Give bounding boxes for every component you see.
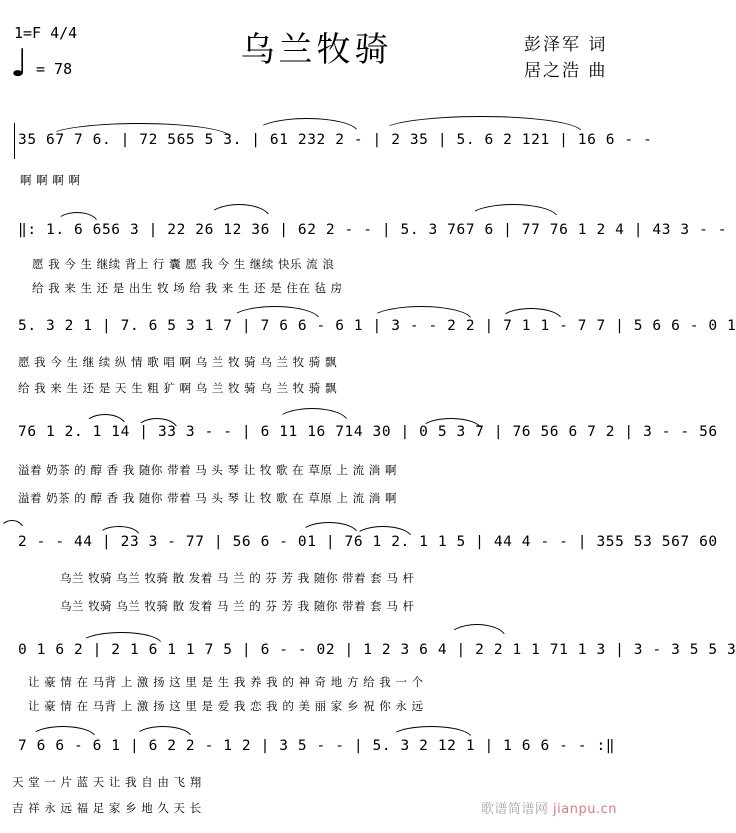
watermark bbox=[481, 798, 617, 817]
tempo-marking: = 78 bbox=[36, 60, 73, 78]
composer-credit: 居之浩 曲 bbox=[524, 61, 608, 81]
lyrics-line-4-verse-1: 溢着 奶茶 的 醇 香 我 随你 带着 马 头 琴 让 牧 歌 在 草原 上 流 淌 啊 bbox=[18, 463, 397, 477]
slur bbox=[0, 520, 24, 530]
lyrics-line-3-verse-2: 给 我 来 生 还 是 天 生 粗 犷 啊 乌 兰 牧 骑 乌 兰 牧 骑 飘 bbox=[18, 381, 337, 395]
notation-line-4: 76 1 2. 1 14 | 33 3 - - | 6 11 16 714 30 | 0 5 3 7 | 76 56 6 7 2 | 3 - - 56 bbox=[18, 424, 718, 440]
slur bbox=[30, 726, 96, 738]
notation-line-5: 2 - - 44 | 23 3 - 77 | 56 6 - 01 | 76 1 2. 1 1 5 | 44 4 - - | 355 53 567 60 bbox=[18, 534, 718, 550]
lyrics-line-5-verse-2: 乌兰 牧骑 乌兰 牧骑 散 发着 马 兰 的 芬 芳 我 随你 带着 套 马 杆 bbox=[60, 599, 415, 613]
watermark-site: 歌谱简谱网 bbox=[480, 802, 549, 817]
key-signature: 1=F 4/4 bbox=[14, 24, 78, 42]
slur bbox=[390, 726, 472, 738]
slur bbox=[276, 408, 348, 422]
lyrics-line-3-verse-1: 愿 我 今 生 继 续 纵 情 歌 唱 啊 乌 兰 牧 骑 乌 兰 牧 骑 飘 bbox=[18, 355, 337, 369]
slur bbox=[448, 624, 506, 638]
lyrics-line-1-verse-1: 啊 啊 啊 啊 bbox=[20, 173, 81, 187]
lyrics-line-4-verse-2: 溢着 奶茶 的 醇 香 我 随你 带着 马 头 琴 让 牧 歌 在 草原 上 流 淌 啊 bbox=[18, 491, 397, 505]
lyrics-line-7-verse-2: 吉 祥 永 远 福 足 家 乡 地 久 天 长 bbox=[12, 801, 202, 815]
notation-line-2: ‖: 1. 6 656 3 | 22 26 12 36 | 62 2 - - | 5. 3 767 6 | 77 76 1 2 4 | 43 3 - - bbox=[18, 222, 728, 238]
slur bbox=[134, 726, 192, 738]
notation-line-3: 5. 3 2 1 | 7. 6 5 3 1 7 | 7 6 6 - 6 1 | 3 - - 2 2 | 7 1 1 - 7 7 | 5 6 6 - 0 1 bbox=[18, 318, 736, 334]
song-title: 乌兰牧骑 bbox=[240, 30, 393, 70]
lyrics-line-5-verse-1: 乌兰 牧骑 乌兰 牧骑 散 发着 马 兰 的 芬 芳 我 随你 带着 套 马 杆 bbox=[60, 571, 415, 585]
watermark-domain: jianpu.cn bbox=[553, 802, 617, 817]
lyricist-credit: 彭泽军 词 bbox=[524, 35, 608, 55]
lyrics-line-6-verse-2: 让 豪 情 在 马背 上 激 扬 这 里 是 爱 我 恋 我 的 美 丽 家 乡 祝 你 永 远 bbox=[28, 699, 424, 713]
notation-line-6: 0 1 6 2 | 2 1 6 1 1 7 5 | 6 - - 02 | 1 2 3 6 4 | 2 2 1 1 71 1 3 | 3 - 3 5 5 3 bbox=[18, 642, 736, 658]
slur bbox=[208, 204, 270, 218]
slur bbox=[468, 204, 558, 218]
quarter-note-icon: ♩ bbox=[10, 41, 28, 85]
lyrics-line-2-verse-1: 愿 我 今 生 继续 背上 行 囊 愿 我 今 生 继续 快乐 流 浪 bbox=[32, 257, 335, 271]
lyrics-line-6-verse-1: 让 豪 情 在 马背 上 激 扬 这 里 是 生 我 养 我 的 神 奇 地 方 给 我 一 个 bbox=[28, 675, 424, 689]
lyrics-line-2-verse-2: 给 我 来 生 还 是 出生 牧 场 给 我 来 生 还 是 住在 毡 房 bbox=[32, 281, 343, 295]
notation-line-1: 35 67 7 6. | 72 565 5 3. | 61 232 2 - | 2 35 | 5. 6 2 121 | 16 6 - - bbox=[18, 132, 653, 148]
slur bbox=[256, 118, 358, 132]
slur bbox=[300, 522, 358, 534]
barline bbox=[14, 123, 15, 159]
notation-line-7: 7 6 6 - 6 1 | 6 2 2 - 1 2 | 3 5 - - | 5. 3 2 12 1 | 1 6 6 - - :‖ bbox=[18, 738, 616, 754]
lyrics-line-7-verse-1: 天 堂 一 片 蓝 天 让 我 自 由 飞 翔 bbox=[12, 775, 202, 789]
slur bbox=[380, 116, 582, 132]
